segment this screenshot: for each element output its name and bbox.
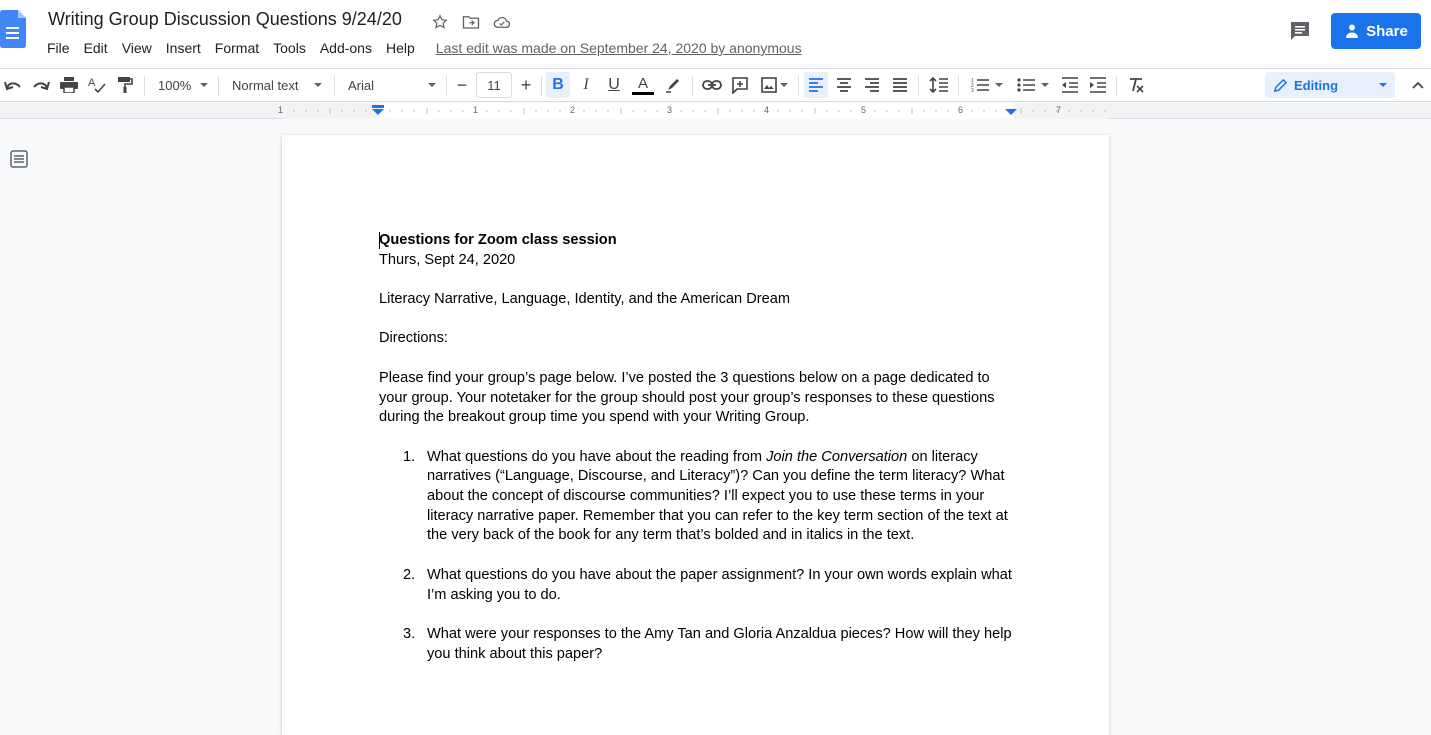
menu-insert[interactable]: Insert (165, 40, 201, 56)
editing-mode-select[interactable] (1265, 72, 1395, 98)
doc-directions-line: during the breakout group time you spend with your Writing Group. (379, 409, 810, 426)
doc-topic: Literacy Narrative, Language, Identity, and the American Dream (379, 291, 791, 308)
svg-text:1: 1 (971, 78, 974, 84)
separator (334, 76, 335, 96)
undo-icon[interactable] (2, 72, 24, 98)
blank-line (379, 428, 1019, 448)
star-icon[interactable] (430, 12, 449, 31)
decrease-indent-icon[interactable] (1058, 72, 1082, 98)
top-bar (0, 0, 1431, 64)
separator (218, 76, 219, 96)
font-size-input[interactable]: 11 (476, 72, 512, 98)
align-right-icon[interactable] (860, 72, 884, 98)
menu-tools[interactable]: Tools (273, 40, 306, 56)
increase-font-size-button[interactable]: + (520, 74, 532, 95)
ruler-number: 3 (667, 105, 673, 115)
questions-list (403, 448, 1019, 665)
separator (1116, 76, 1117, 96)
last-edit-link[interactable]: Last edit was made on September 24, 2020 by anonymous (435, 40, 802, 56)
zoom-value: 100% (158, 77, 192, 93)
separator (958, 76, 959, 96)
style-value: Normal text (232, 77, 299, 93)
share-label: Share (1366, 22, 1408, 40)
chevron-down-icon (1379, 83, 1387, 87)
font-select[interactable] (342, 72, 442, 98)
chevron-down-icon (314, 83, 322, 87)
doc-directions-label: Directions: (379, 330, 448, 347)
q1-text-end: on literacy narratives (“Language, Discourse, and Literacy”)? Can you define the term literacy? What about the concept of discourse communities? I’ll expect you to use these terms in your literacy narrative paper. Remember that you can refer to the key term section of the text at the very back of the book for any term that’s bolded and in italics in the text. (427, 448, 1008, 544)
ruler-number: 5 (861, 105, 867, 115)
menu-bar (40, 38, 802, 58)
list-item (403, 448, 1019, 547)
chevron-down-icon (200, 83, 208, 87)
ruler-number: 2 (570, 105, 576, 115)
list-item-text: What questions do you have about the paper assignment? In your own words explain what I’m asking you to do. (427, 566, 1012, 603)
clear-formatting-icon[interactable] (1124, 72, 1148, 98)
first-line-indent-marker[interactable] (372, 105, 384, 108)
share-lock-icon (1344, 23, 1360, 39)
align-justify-icon[interactable] (888, 72, 912, 98)
doc-directions-line: your group. Your notetaker for the group should post your group’s responses to these questions (379, 389, 995, 406)
q1-italic-title: Join the Conversation (766, 448, 908, 465)
ruler-number: 1 (278, 105, 284, 115)
list-number: 3. (403, 625, 416, 642)
document-title[interactable]: Writing Group Discussion Questions 9/24/20 (48, 9, 402, 29)
hide-menus-icon[interactable] (1408, 72, 1428, 98)
font-value: Arial (348, 77, 375, 93)
ruler-number: 1 (473, 105, 479, 115)
menu-addons[interactable]: Add-ons (319, 40, 372, 56)
ruler-number: 7 (1056, 105, 1062, 115)
doc-heading-text: Questions for Zoom class session (379, 232, 617, 248)
list-number: 2. (403, 566, 416, 583)
spellcheck-icon[interactable] (86, 72, 108, 98)
move-folder-icon[interactable] (461, 12, 480, 31)
doc-heading (379, 231, 1019, 251)
blank-line (379, 349, 1019, 369)
text-color-icon[interactable]: A (630, 72, 656, 98)
cloud-saved-icon[interactable] (492, 12, 511, 31)
list-item-text: What were your responses to the Amy Tan and Gloria Anzaldua pieces? How will they help you think about this paper? (427, 625, 1012, 662)
bold-icon[interactable]: B (546, 72, 570, 98)
decrease-font-size-button[interactable]: − (456, 74, 468, 95)
svg-text:A: A (88, 77, 96, 89)
ruler-track[interactable] (278, 103, 1109, 119)
svg-text:3: 3 (971, 88, 974, 93)
italic-icon[interactable]: I (583, 76, 589, 93)
svg-text:2: 2 (971, 83, 974, 89)
increase-indent-icon[interactable] (1086, 72, 1110, 98)
insert-link-icon[interactable] (700, 72, 724, 98)
document-outline-icon[interactable] (10, 150, 28, 168)
list-item-text (427, 448, 1019, 547)
print-icon[interactable] (58, 72, 80, 98)
menu-format[interactable]: Format (214, 40, 260, 56)
chevron-down-icon (428, 83, 436, 87)
separator (798, 76, 799, 96)
doc-date: Thurs, Sept 24, 2020 (379, 251, 516, 268)
separator (446, 76, 447, 96)
add-comment-icon[interactable] (728, 72, 752, 98)
toolbar (0, 68, 1431, 102)
highlight-icon[interactable] (662, 72, 684, 98)
ruler-number: 6 (958, 105, 964, 115)
separator (144, 76, 145, 96)
comments-icon[interactable] (1288, 20, 1312, 42)
chevron-down-icon (995, 83, 1003, 87)
redo-icon[interactable] (30, 72, 52, 98)
editing-mode-label: Editing (1294, 77, 1339, 93)
menu-file[interactable]: File (47, 40, 70, 56)
numbered-list-icon[interactable] (966, 72, 1008, 98)
separator (692, 76, 693, 96)
chevron-down-icon (1041, 83, 1049, 87)
blank-line (403, 605, 1019, 625)
list-item (403, 625, 1019, 664)
style-select[interactable] (226, 72, 328, 98)
paint-format-icon[interactable] (114, 72, 136, 98)
document-page[interactable] (282, 135, 1109, 735)
bulleted-list-icon[interactable] (1012, 72, 1054, 98)
separator (541, 76, 542, 96)
menu-help[interactable]: Help (385, 40, 415, 56)
align-left-icon[interactable] (804, 72, 828, 98)
line-spacing-icon[interactable] (926, 72, 952, 98)
menu-edit[interactable]: Edit (83, 40, 108, 56)
list-number: 1. (403, 448, 416, 465)
ruler (0, 103, 1431, 119)
document-body[interactable] (379, 231, 1019, 664)
insert-image-icon[interactable] (756, 72, 792, 98)
ruler-number: 4 (764, 105, 770, 115)
separator (918, 76, 919, 96)
align-center-icon[interactable] (832, 72, 856, 98)
chevron-down-icon (780, 83, 788, 87)
blank-line (379, 310, 1019, 330)
pencil-icon (1273, 78, 1288, 93)
zoom-select[interactable] (152, 72, 214, 98)
blank-line (379, 270, 1019, 290)
ruler-ticks (282, 103, 1109, 119)
share-button[interactable] (1331, 13, 1421, 49)
list-item (403, 566, 1019, 605)
menu-view[interactable]: View (121, 40, 152, 56)
q1-text-start: What questions do you have about the reading from (427, 448, 767, 465)
title-icons (430, 12, 511, 31)
doc-directions-line: Please find your group’s page below. I’ve posted the 3 questions below on a page dedicated to (379, 369, 990, 386)
underline-icon[interactable]: U (608, 76, 620, 93)
blank-line (403, 546, 1019, 566)
docs-logo-icon[interactable] (0, 10, 26, 48)
